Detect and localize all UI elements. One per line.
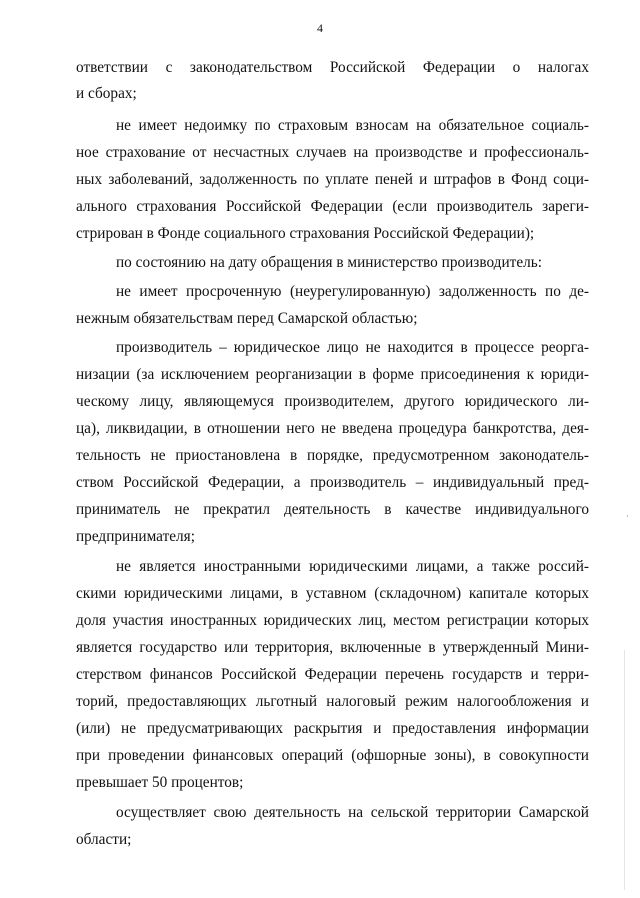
text-line: (или) не предусматривающих раскрытия и предоставления информации bbox=[76, 720, 589, 737]
text-line: скими юридическими лицами, в уставном (складочном) капитале которых bbox=[76, 585, 589, 602]
scan-artifact bbox=[624, 650, 625, 890]
text-line: ответствии с законодательством Российской Федерации о налогах bbox=[76, 59, 589, 76]
text-line: производитель – юридическое лицо не находится в процессе реорга- bbox=[116, 339, 589, 356]
text-line: при проведении финансовых операций (офшорные зоны), в совокупности bbox=[76, 747, 589, 764]
text-line: ального страхования Российской Федерации (если производитель зареги- bbox=[76, 198, 589, 215]
text-line: является государство или территория, включенные в утвержденный Мини- bbox=[76, 639, 589, 656]
text-line: торий, предоставляющих льготный налоговый режим налогообложения и bbox=[76, 693, 589, 710]
text-line: ное страхование от несчастных случаев на производстве и профессиональ- bbox=[76, 144, 589, 161]
text-line: ца), ликвидации, в отношении него не введена процедура банкротства, дея- bbox=[76, 420, 589, 437]
scan-artifact bbox=[627, 515, 628, 517]
text-line: осуществляет свою деятельность на сельской территории Самарской bbox=[116, 804, 589, 821]
text-line: доля участия иностранных юридических лиц, местом регистрации которых bbox=[76, 612, 589, 629]
text-line: приниматель не прекратил деятельность в качестве индивидуального bbox=[76, 501, 589, 518]
text-line: по состоянию на дату обращения в министерство производитель: bbox=[116, 254, 542, 271]
text-line: и сборах; bbox=[76, 85, 137, 102]
page-number: 4 bbox=[317, 21, 323, 35]
text-line: ством Российской Федерации, а производитель – индивидуальный пред- bbox=[76, 474, 589, 491]
text-line: стерством финансов Российской Федерации перечень государств и терри- bbox=[76, 666, 589, 683]
text-line: не имеет недоимку по страховым взносам на обязательное социаль- bbox=[116, 117, 589, 134]
text-line: превышает 50 процентов; bbox=[76, 774, 244, 791]
text-line: ческому лицу, являющемуся производителем, другого юридического ли- bbox=[76, 393, 589, 410]
text-line: не является иностранными юридическими лицами, а также россий- bbox=[116, 558, 589, 575]
text-line: области; bbox=[76, 831, 132, 848]
text-line: предпринимателя; bbox=[76, 528, 195, 545]
text-line: нежным обязательствам перед Самарской областью; bbox=[76, 310, 418, 327]
text-line: стрирован в Фонде социального страхования Российской Федерации); bbox=[76, 225, 535, 242]
text-line: низации (за исключением реорганизации в форме присоединения к юриди- bbox=[76, 366, 589, 383]
text-line: тельность не приостановлена в порядке, предусмотренном законодатель- bbox=[76, 447, 589, 464]
text-line: не имеет просроченную (неурегулированную) задолженность по де- bbox=[116, 283, 589, 300]
text-line: ных заболеваний, задолженность по уплате пеней и штрафов в Фонд соци- bbox=[76, 171, 589, 188]
